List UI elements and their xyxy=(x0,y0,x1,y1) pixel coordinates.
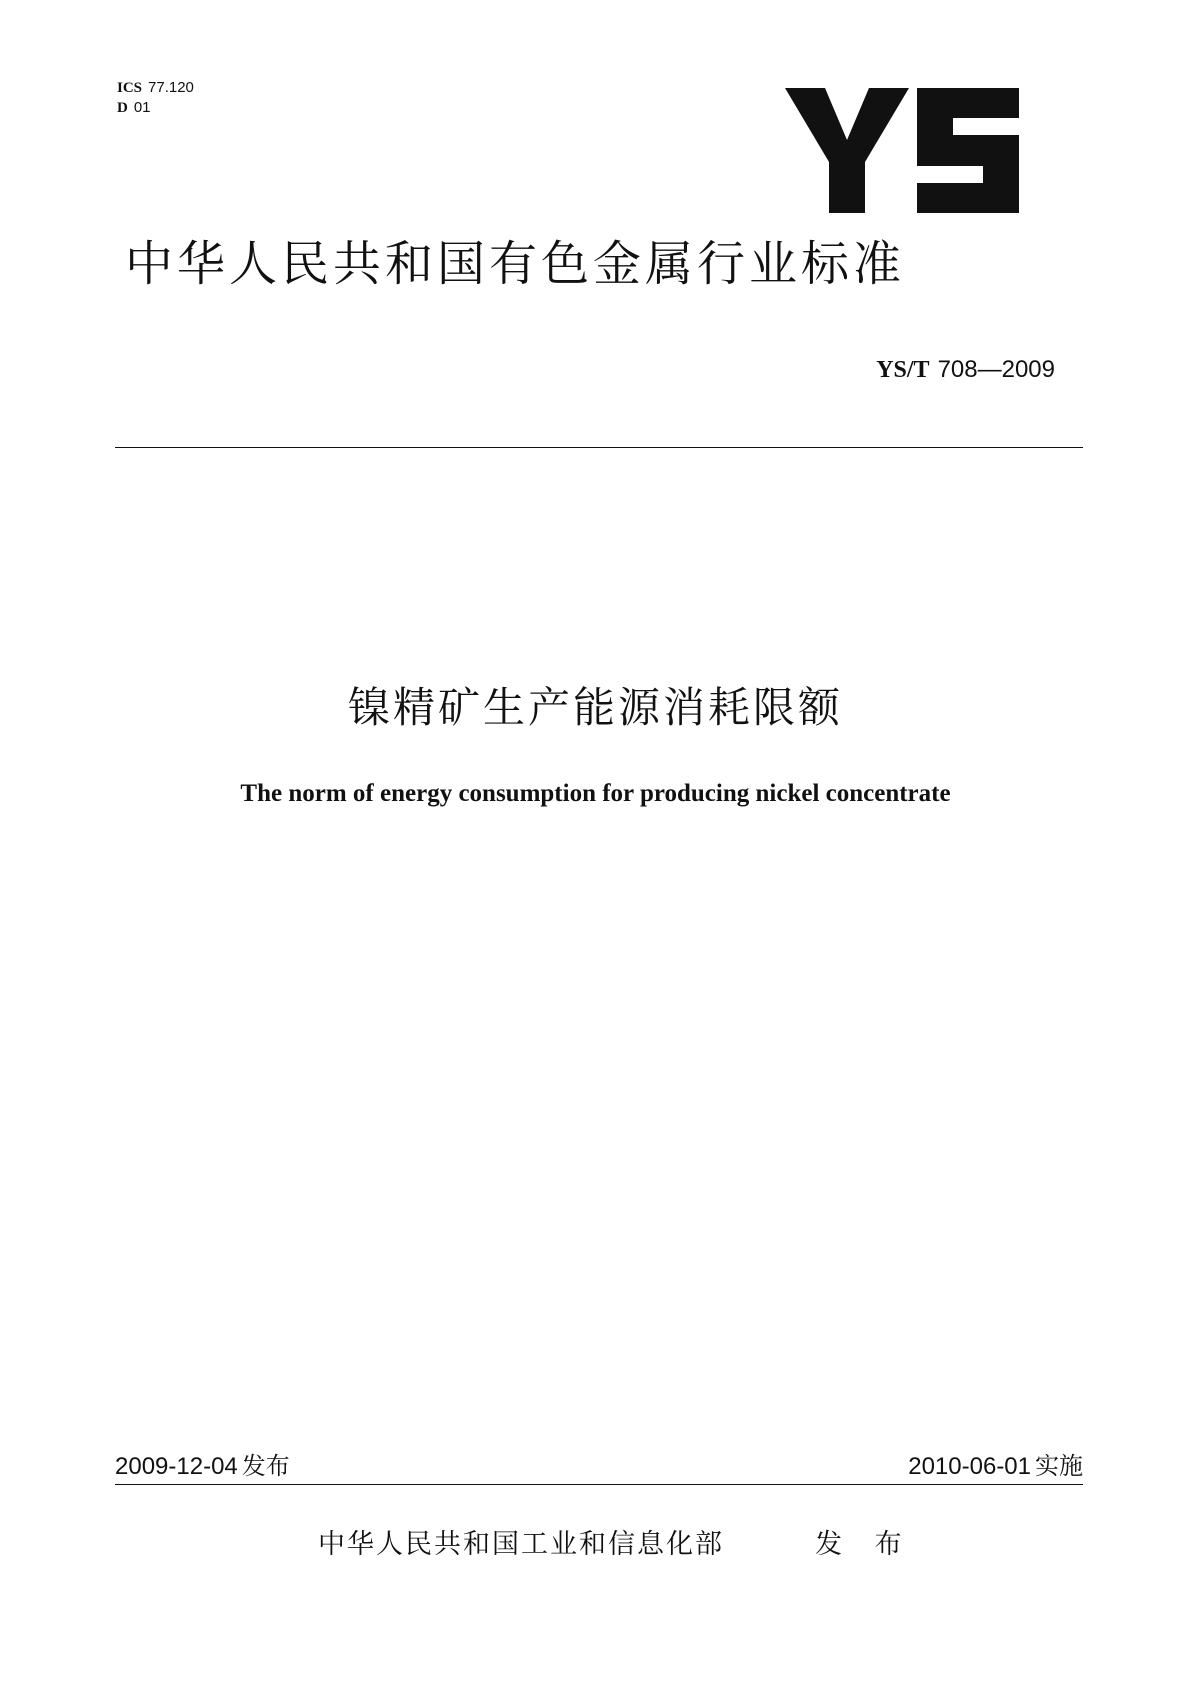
issue-date-label: 发布 xyxy=(241,1452,290,1480)
ics-value: 77.120 xyxy=(148,79,194,96)
standard-title: 中华人民共和国有色金属行业标准 xyxy=(125,236,906,292)
effective-date-value: 2010-06-01 xyxy=(908,1453,1031,1480)
ics-code xyxy=(117,78,194,98)
issuing-authority: 中华人民共和国工业和信息化部 xyxy=(318,1529,724,1560)
ccs-code xyxy=(117,98,194,118)
effective-date xyxy=(908,1446,1083,1481)
ccs-value: 01 xyxy=(133,99,151,116)
top-divider xyxy=(115,447,1083,448)
ys-logo xyxy=(785,88,1025,213)
ys-logo-letter-y xyxy=(785,88,909,213)
classification-codes xyxy=(117,78,194,118)
issuing-action: 发 布 xyxy=(815,1529,914,1560)
document-title: 镍精矿生产能源消耗限额 xyxy=(347,683,843,732)
standard-number xyxy=(876,355,1055,384)
ys-logo-letter-s xyxy=(917,88,1019,213)
bottom-divider xyxy=(115,1484,1083,1485)
standard-number-prefix: YS/T xyxy=(876,357,930,383)
standard-number-suffix: 708—2009 xyxy=(937,356,1055,383)
issue-date-value: 2009-12-04 xyxy=(115,1453,238,1480)
document-title-english: The norm of energy consumption for producing nickel concentrate xyxy=(240,780,951,807)
effective-date-label: 实施 xyxy=(1035,1452,1083,1480)
issue-date xyxy=(115,1446,290,1481)
ics-label: ICS xyxy=(117,80,143,96)
ccs-label: D xyxy=(117,100,128,116)
